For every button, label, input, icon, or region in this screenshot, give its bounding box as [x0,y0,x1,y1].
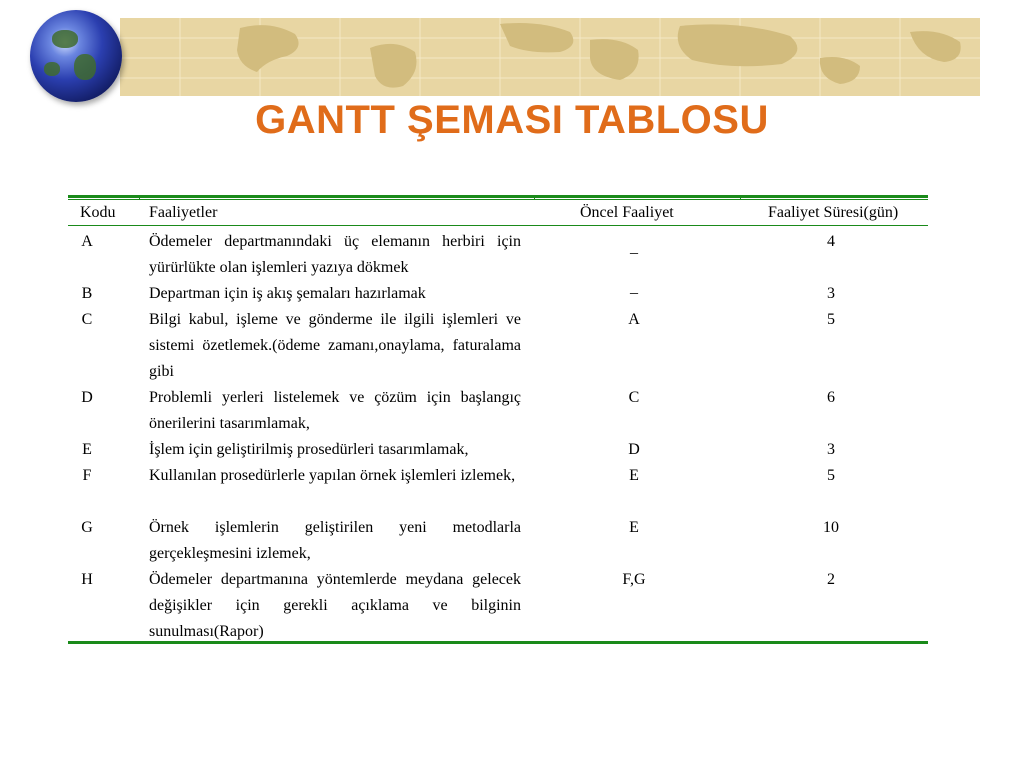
row-duration: 6 [827,389,835,406]
row-predecessor: D [628,441,640,458]
row-duration: 5 [827,311,835,328]
row-duration: 4 [827,233,835,250]
row-predecessor: E [629,519,639,536]
row-code: H [81,571,93,588]
row-code: B [81,285,93,302]
row-duration: 10 [823,519,839,536]
table-header-rule [68,225,928,226]
world-map-banner [120,18,980,96]
row-code: G [81,519,93,536]
row-activity: Ödemeler departmanına yöntemlerde meydana gelecek değişikler için gerekli açıklama ve bilginin sunulması(Rapor) [149,571,521,640]
row-code: C [81,311,93,328]
row-predecessor: _ [630,279,638,296]
table-top-rule [68,195,928,198]
column-separator [740,641,741,644]
world-map-icon [120,18,980,96]
row-duration: 2 [827,571,835,588]
page-title: GANTT ŞEMASI TABLOSU [255,98,769,142]
column-separator [139,641,140,644]
row-activity: İşlem için geliştirilmiş prosedürleri tasarımlamak, [149,441,469,458]
row-code: A [81,233,93,250]
header-kodu: Kodu [80,204,116,221]
column-separator [139,195,140,200]
row-code: F [82,467,92,484]
row-code: D [81,389,93,406]
column-separator [740,195,741,200]
header-faaliyet-suresi: Faaliyet Süresi(gün) [768,204,899,221]
column-separator [534,641,535,644]
row-activity: Problemli yerleri listelemek ve çözüm için başlangıç önerilerini tasarımlamak, [149,389,521,432]
globe-icon [30,10,122,102]
header-oncel-faaliyet: Öncel Faaliyet [580,204,674,221]
row-activity: Departman için iş akış şemaları hazırlamak [149,285,426,302]
row-activity: Ödemeler departmanındaki üç elemanın herbiri için yürürlükte olan işlemleri yazıya dökmek [149,233,521,276]
row-predecessor: A [628,311,640,328]
row-predecessor: C [628,389,640,406]
row-activity: Kullanılan prosedürlerle yapılan örnek işlemleri izlemek, [149,467,516,484]
row-code: E [82,441,92,458]
row-activity: Bilgi kabul, işleme ve gönderme ile ilgili işlemleri ve sistemi özetlemek.(ödeme zamanı,onaylama, faturalama gibi [149,311,521,380]
row-duration: 3 [827,441,835,458]
row-predecessor: F,G [622,571,646,588]
row-predecessor: _ [630,239,638,256]
row-predecessor: E [629,467,639,484]
table-top-rule-thin [68,199,928,200]
row-duration: 5 [827,467,835,484]
header-faaliyetler: Faaliyetler [149,204,218,221]
column-separator [534,195,535,200]
row-duration: 3 [827,285,835,302]
row-activity: Örnek işlemlerin geliştirilen yeni metodlarla gerçekleşmesini izlemek, [149,519,521,562]
